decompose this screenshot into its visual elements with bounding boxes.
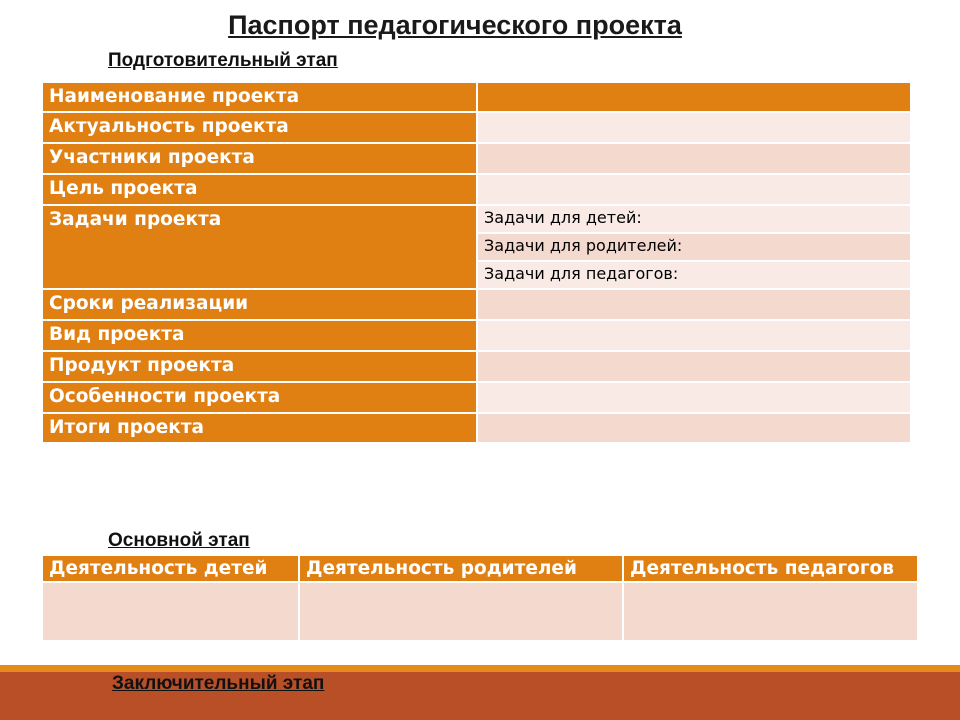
main-stage-table	[41, 554, 919, 642]
row-label-name: Наименование проекта	[42, 82, 477, 112]
row-label-product: Продукт проекта	[42, 351, 477, 382]
row-label-goal: Цель проекта	[42, 174, 477, 205]
row-value-name[interactable]	[477, 82, 911, 112]
stage-final-label: Заключительный этап	[112, 673, 325, 694]
footer-band-accent	[0, 665, 960, 672]
row-label-tasks: Задачи проекта	[42, 205, 477, 289]
row-value-features[interactable]	[477, 382, 911, 413]
cell-teachers-activity[interactable]	[623, 582, 918, 641]
project-passport-table	[41, 81, 912, 444]
row-value-timeline[interactable]	[477, 289, 911, 320]
stage-main-label: Основной этап	[108, 530, 250, 551]
col-header-children: Деятельность детей	[42, 555, 299, 582]
cell-parents-activity[interactable]	[299, 582, 623, 641]
task-children[interactable]: Задачи для детей:	[477, 205, 911, 233]
page-title: Паспорт педагогического проекта	[228, 10, 682, 40]
row-value-type[interactable]	[477, 320, 911, 351]
stage-preparatory-label: Подготовительный этап	[108, 50, 338, 71]
task-teachers[interactable]: Задачи для педагогов:	[477, 261, 911, 289]
col-header-teachers: Деятельность педагогов	[623, 555, 918, 582]
row-label-type: Вид проекта	[42, 320, 477, 351]
task-parents[interactable]: Задачи для родителей:	[477, 233, 911, 261]
row-value-results[interactable]	[477, 413, 911, 443]
row-label-features: Особенности проекта	[42, 382, 477, 413]
row-value-relevance[interactable]	[477, 112, 911, 143]
row-value-participants[interactable]	[477, 143, 911, 174]
row-label-results: Итоги проекта	[42, 413, 477, 443]
row-label-relevance: Актуальность проекта	[42, 112, 477, 143]
row-value-goal[interactable]	[477, 174, 911, 205]
col-header-parents: Деятельность родителей	[299, 555, 623, 582]
row-label-participants: Участники проекта	[42, 143, 477, 174]
cell-children-activity[interactable]	[42, 582, 299, 641]
row-label-timeline: Сроки реализации	[42, 289, 477, 320]
row-value-product[interactable]	[477, 351, 911, 382]
